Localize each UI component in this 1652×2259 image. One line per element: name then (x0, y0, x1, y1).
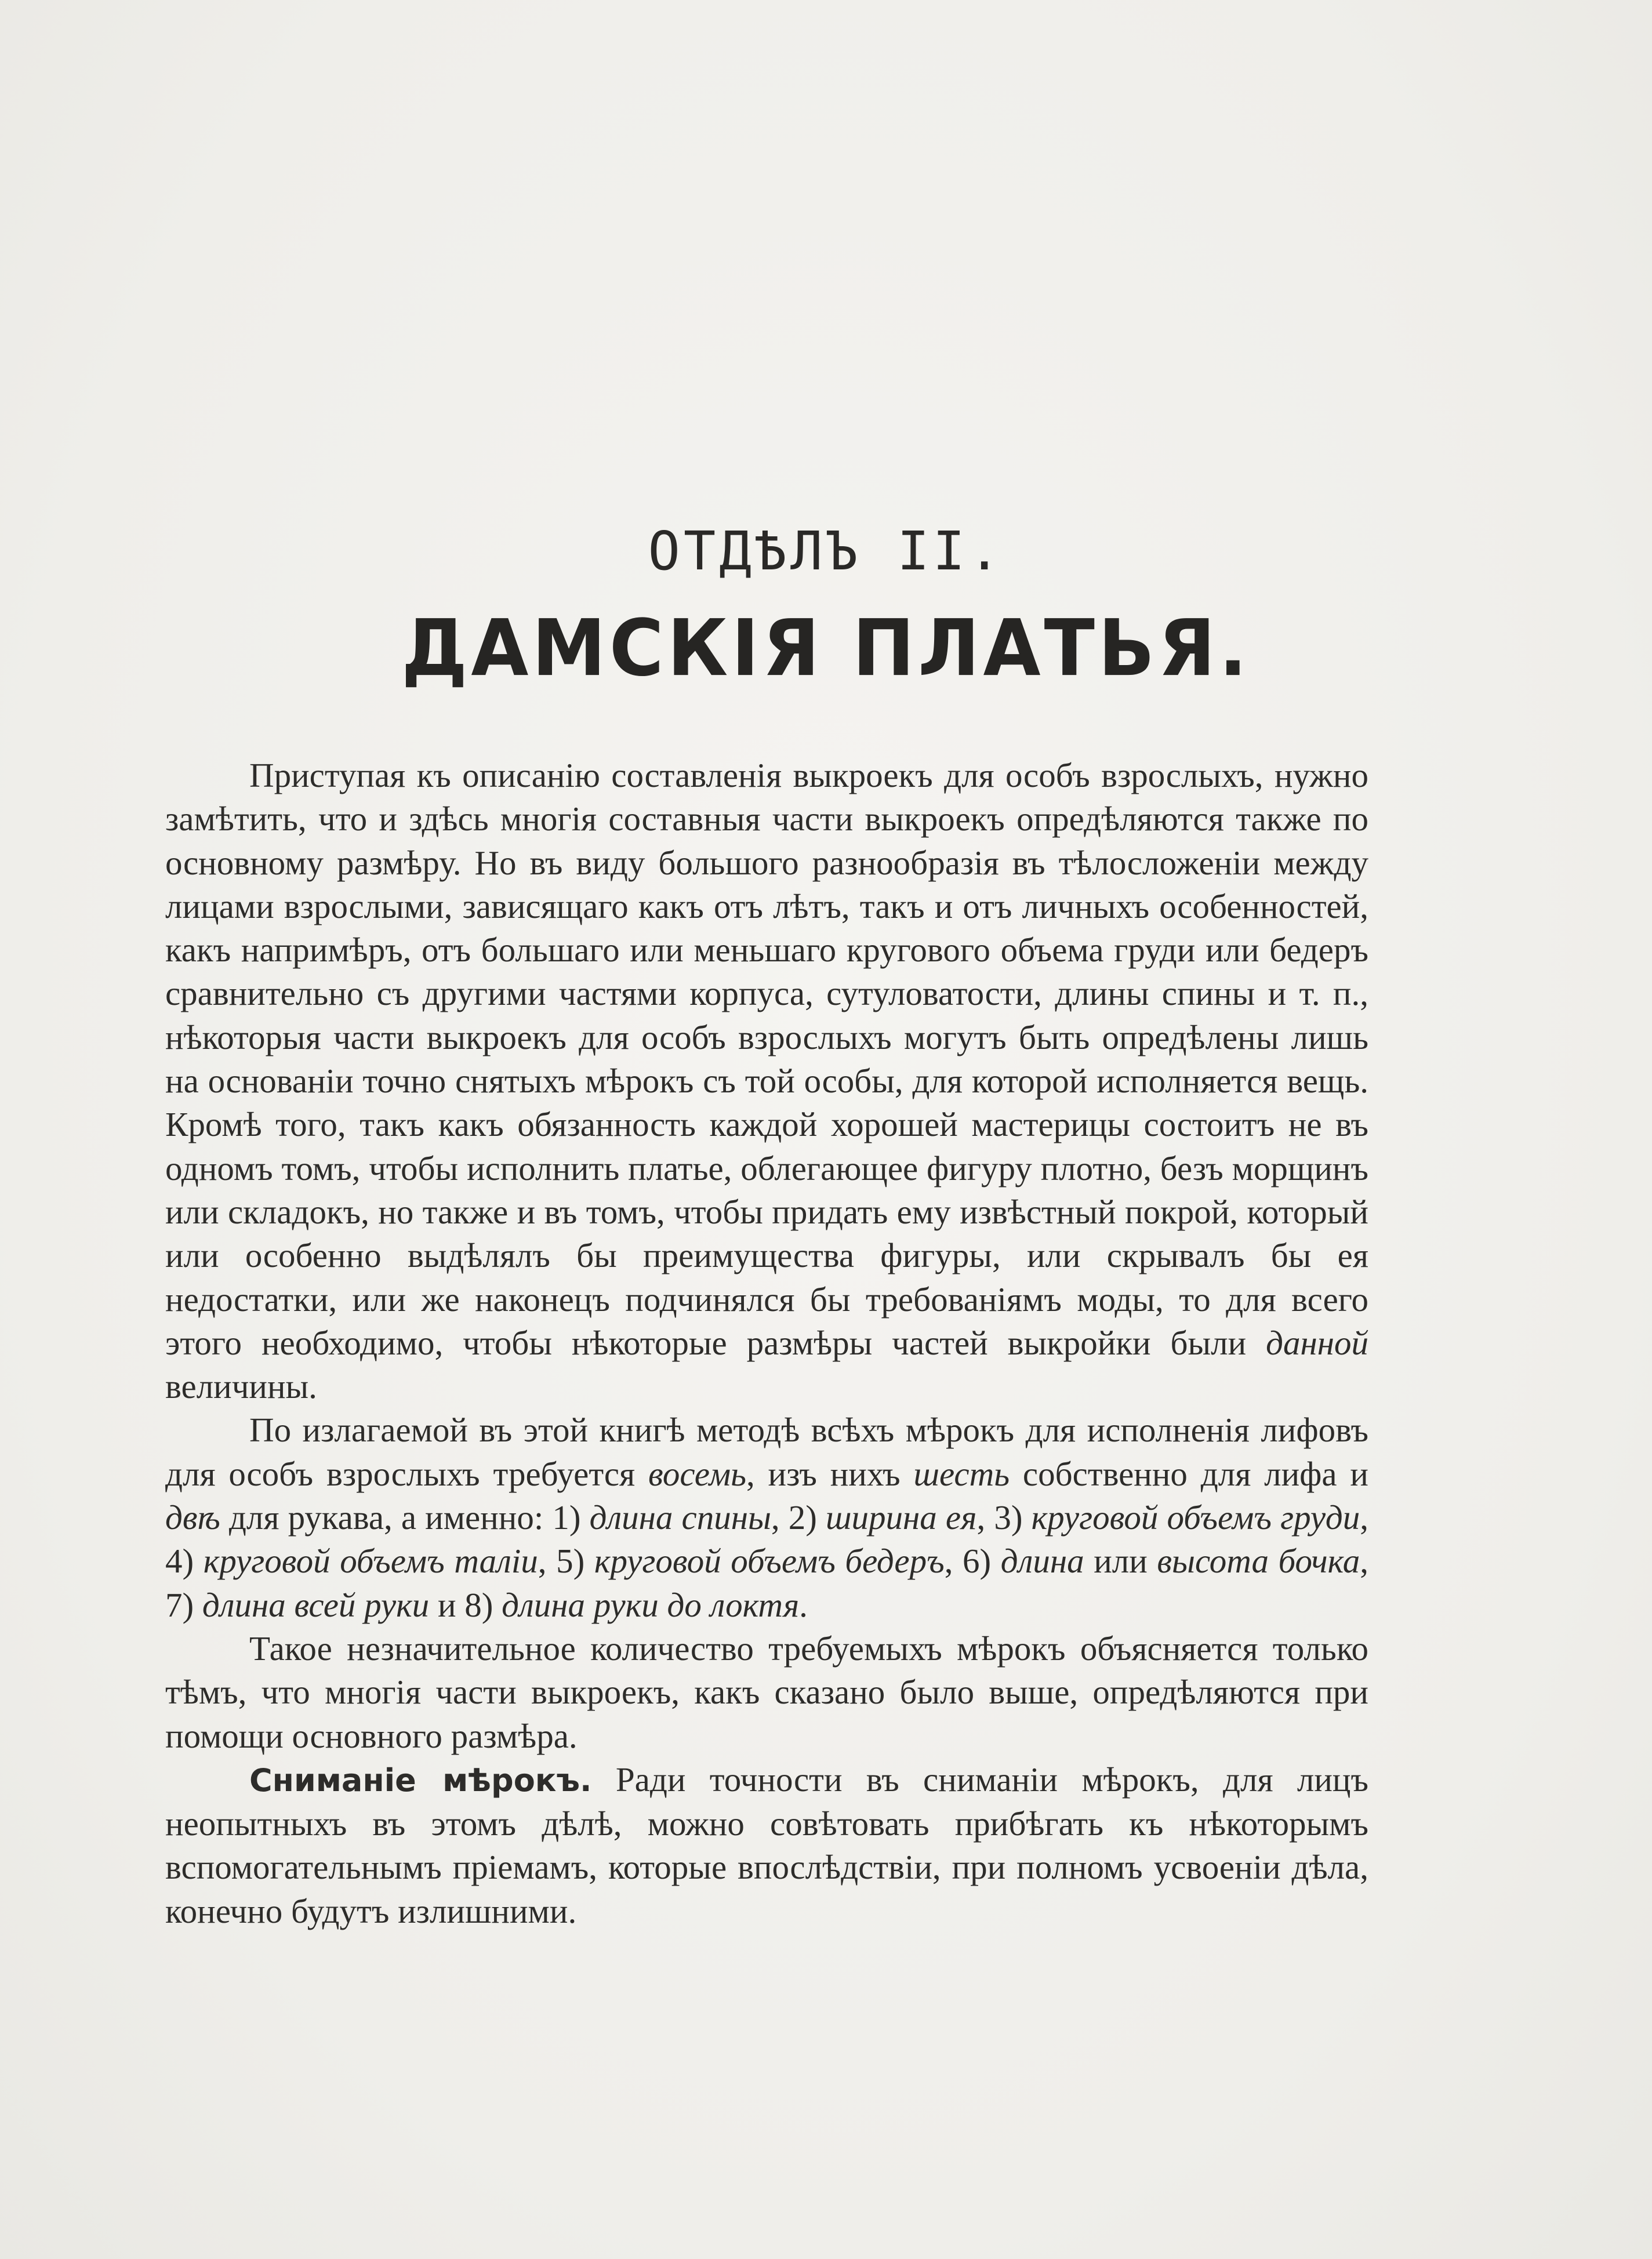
chapter-title: ДАМСКІЯ ПЛАТЬЯ. (401, 603, 1251, 694)
section-label: ОТДѢЛЪ II. (648, 520, 1004, 582)
paragraph-taking-measurements: Сниманіе мѣрокъ. Ради точности въ сниманіи мѣрокъ, для лицъ неопытныхъ въ этомъ дѣлѣ, можно совѣтовать прибѣгать къ нѣкоторымъ вспомогательнымъ пріемамъ, которые впослѣдствіи, при полномъ усвоеніи дѣла, конечно будутъ излишними. (165, 1760, 1369, 1930)
paragraph-explanation: Такое незначительное количество требуемыхъ мѣрокъ объясняется только тѣмъ, что многія части выкроекъ, какъ сказано было выше, опредѣляются при помощи основного размѣра. (165, 1629, 1368, 1755)
body-text (165, 754, 1368, 1933)
paragraph-measurements: По излагаемой въ этой книгѣ методѣ всѣхъ мѣрокъ для исполненія лифовъ для особъ взрослыхъ требуется восемь, изъ нихъ шесть собственно для лифа и двѣ для рукава, а именно: 1) длина спины, 2) ширина ея, 3) круговой объемъ груди, 4) круговой объемъ таліи, 5) круговой объемъ бедеръ, 6) длина или высота бочка, 7) длина всей руки и 8) длина руки до локтя. (165, 1411, 1369, 1624)
paragraph-intro: Приступая къ описанію составленія выкроекъ для особъ взрослыхъ, нужно замѣтить, что и здѣсь многія составныя части выкроекъ опредѣляются также по основному размѣру. Но въ виду большого разнообразія въ тѣлосложеніи между лицами взрослыми, зависящаго какъ отъ лѣтъ, такъ и отъ личныхъ особенностей, какъ напримѣръ, отъ большаго или меньшаго кругового объема груди или бедеръ сравнительно съ другими частями корпуса, сутуловатости, длины спины и т. п., нѣкоторыя части выкроекъ для особъ взрослыхъ могутъ быть опредѣлены лишь на основаніи точно снятыхъ мѣрокъ съ той особы, для которой исполняется вещь. Кромѣ того, такъ какъ обязанность каждой хорошей мастерицы состоитъ не въ одномъ томъ, чтобы исполнить платье, облегающее фигуру плотно, безъ морщинъ или складокъ, но также и въ томъ, чтобы придать ему извѣстный покрой, который или особенно выдѣлялъ бы преимущества фигуры, или скрывалъ бы ея недостатки, или же наконецъ подчинялся бы требованіямъ моды, то для всего этого необходимо, чтобы нѣкоторые размѣры частей выкройки были данной величины. (165, 756, 1368, 1406)
subsection-heading: Сниманіе мѣрокъ. (249, 1762, 592, 1799)
